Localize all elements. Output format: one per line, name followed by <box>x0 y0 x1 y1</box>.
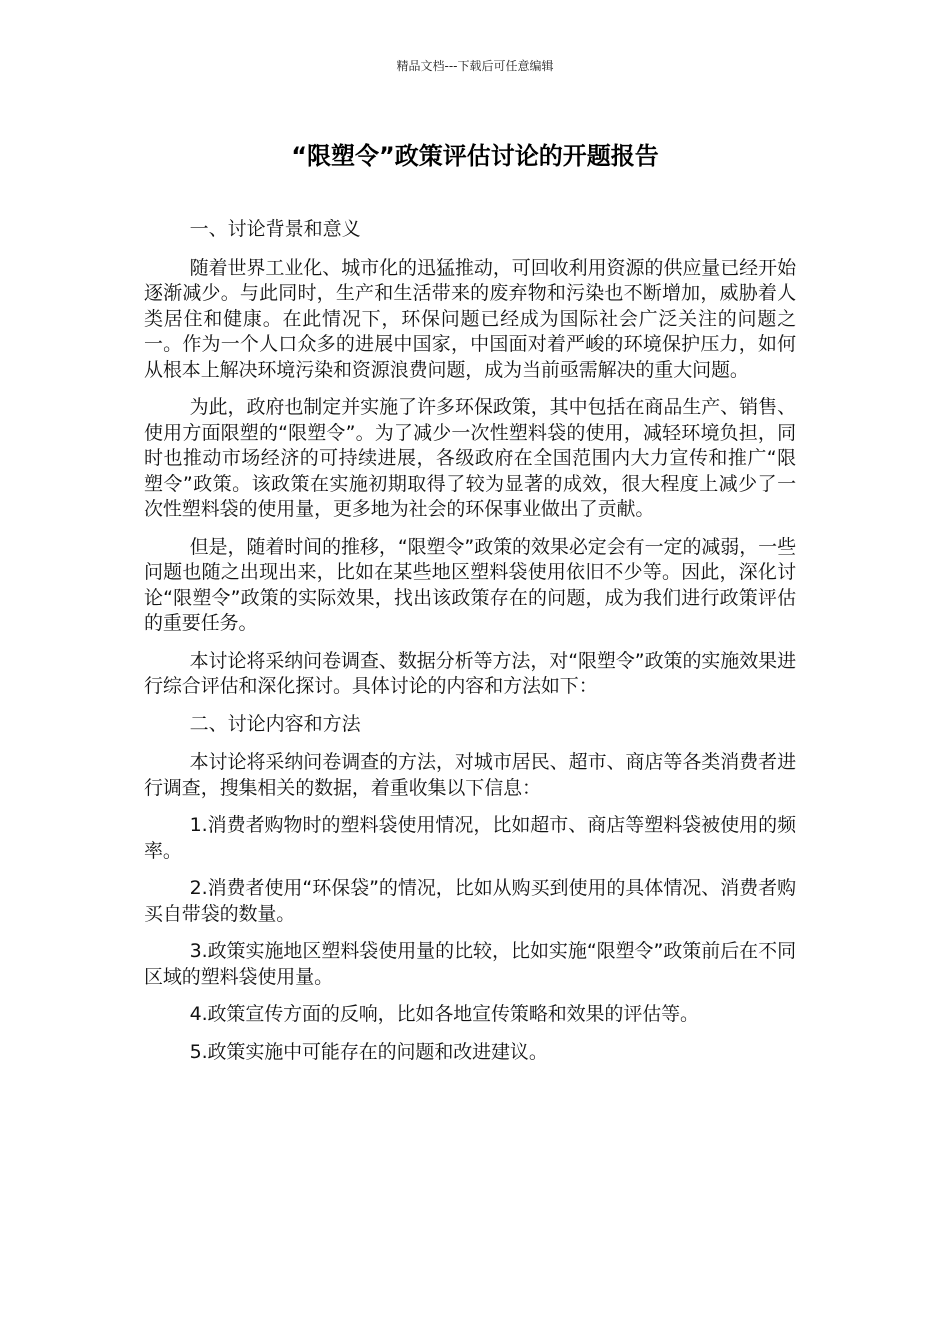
paragraph: 本讨论将采纳问卷调查、数据分析等方法，对“限塑令”政策的实施效果进行综合评估和深化探讨。具体讨论的内容和方法如下： <box>144 649 796 697</box>
paragraph: 本讨论将采纳问卷调查的方法，对城市居民、超市、商店等各类消费者进行调查，搜集相关的数据，着重收集以下信息： <box>144 751 796 799</box>
paragraph: 随着世界工业化、城市化的迅猛推动，可回收利用资源的供应量已经开始逐渐减少。与此同时，生产和生活带来的废弃物和污染也不断增加，威胁着人类居住和健康。在此情况下，环保问题已经成为国际社会广泛关注的问题之一。作为一个人口众多的进展中国家，中国面对着严峻的环境保护压力，如何从根本上解决环境污染和资源浪费问题，成为当前亟需解决的重大问题。 <box>144 256 796 381</box>
section-heading-content-methods: 二、讨论内容和方法 <box>189 712 361 735</box>
list-item: 3.政策实施地区塑料袋使用量的比较，比如实施“限塑令”政策前后在不同区域的塑料袋使用量。 <box>144 940 796 988</box>
list-item: 4.政策宣传方面的反响，比如各地宣传策略和效果的评估等。 <box>189 1003 699 1025</box>
document-title: “限塑令”政策评估讨论的开题报告 <box>291 142 659 170</box>
paragraph: 但是，随着时间的推移，“限塑令”政策的效果必定会有一定的减弱，一些问题也随之出现出来，比如在某些地区塑料袋使用依旧不少等。因此，深化讨论“限塑令”政策的实际效果，找出该政策存在的问题，成为我们进行政策评估的重要任务。 <box>144 535 796 634</box>
section-heading-background: 一、讨论背景和意义 <box>189 218 361 240</box>
paragraph: 为此，政府也制定并实施了许多环保政策，其中包括在商品生产、销售、使用方面限塑的“限塑令”。为了减少一次性塑料袋的使用，减轻环境负担，同时也推动市场经济的可持续进展，各级政府在全国范围内大力宣传和推广“限塑令”政策。该政策在实施初期取得了较为显著的成效，很大程度上减少了一次性塑料袋的使用量，更多地为社会的环保事业做出了贡献。 <box>144 396 796 520</box>
header-note: 精品文档---下载后可任意编辑 <box>396 59 554 73</box>
document-body <box>144 217 796 1077</box>
list-item: 2.消费者使用“环保袋”的情况，比如从购买到使用的具体情况、消费者购买自带袋的数量。 <box>144 877 796 925</box>
list-item: 1.消费者购物时的塑料袋使用情况，比如超市、商店等塑料袋被使用的频率。 <box>144 814 796 862</box>
list-item: 5.政策实施中可能存在的问题和改进建议。 <box>189 1040 548 1063</box>
